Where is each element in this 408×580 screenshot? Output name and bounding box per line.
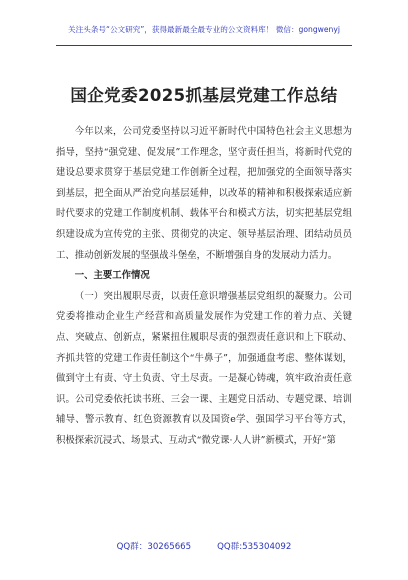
footer-qq-group-2: QQ群:535304092 [217, 542, 292, 552]
section-heading: 一、主要工作情况 [74, 270, 150, 282]
document-body [56, 122, 352, 452]
document-title: 国企党委2025抓基层党建工作总结 [70, 86, 338, 105]
header-note: 关注头条号“公文研究”，获得最新最全最专业的公文资料库！ 微信：gongwenyj [68, 25, 340, 34]
intro-paragraph: 今年以来，公司党委坚持以习近平新时代中国特色社会主义思想为指导，坚持“强党建、促发展”工作理念，坚守责任担当，将新时代党的建设总要求贯穿于基层党建工作创新全过程，把加强党的全面领导落实到基层，把全面从严治党向基层延伸，以改革的精神和积极探索适应新时代要求的党建工作制度机制、载体平台和模式方法，切实把基层党组织建设成为宣传党的主张、贯彻党的决定、领导基层治理、团结动员员工、推动创新发展的坚强战斗堡垒，不断增强自身的发展动力活力。 [56, 126, 352, 261]
header-divider [56, 45, 352, 46]
footer-contact [0, 540, 408, 552]
footer-qq-group-1: QQ群：30265665 [116, 542, 192, 552]
body-paragraph: （一）突出履职尽责，以责任意识增强基层党组织的凝聚力。公司党委将推动企业生产经营和高质量发展作为党建工作的着力点、关键点、突破点、创新点，紧紧扭住履职尽责的强烈责任意识和上下联动、齐抓共管的党建工作责任制这个“牛鼻子”，加强通盘考虑、整体谋划，做到守土有责、守土负责、守土尽责。一是凝心铸魂，筑牢政治责任意识。公司党委依托读书班、三会一课、主题党日活动、专题党课、培训辅导、警示教育、红色资源教育以及国资e学、强国学习平台等方式，积极探索沉浸式、场景式、互动式“微党课·人人讲”新模式，开好“第 [56, 290, 352, 446]
